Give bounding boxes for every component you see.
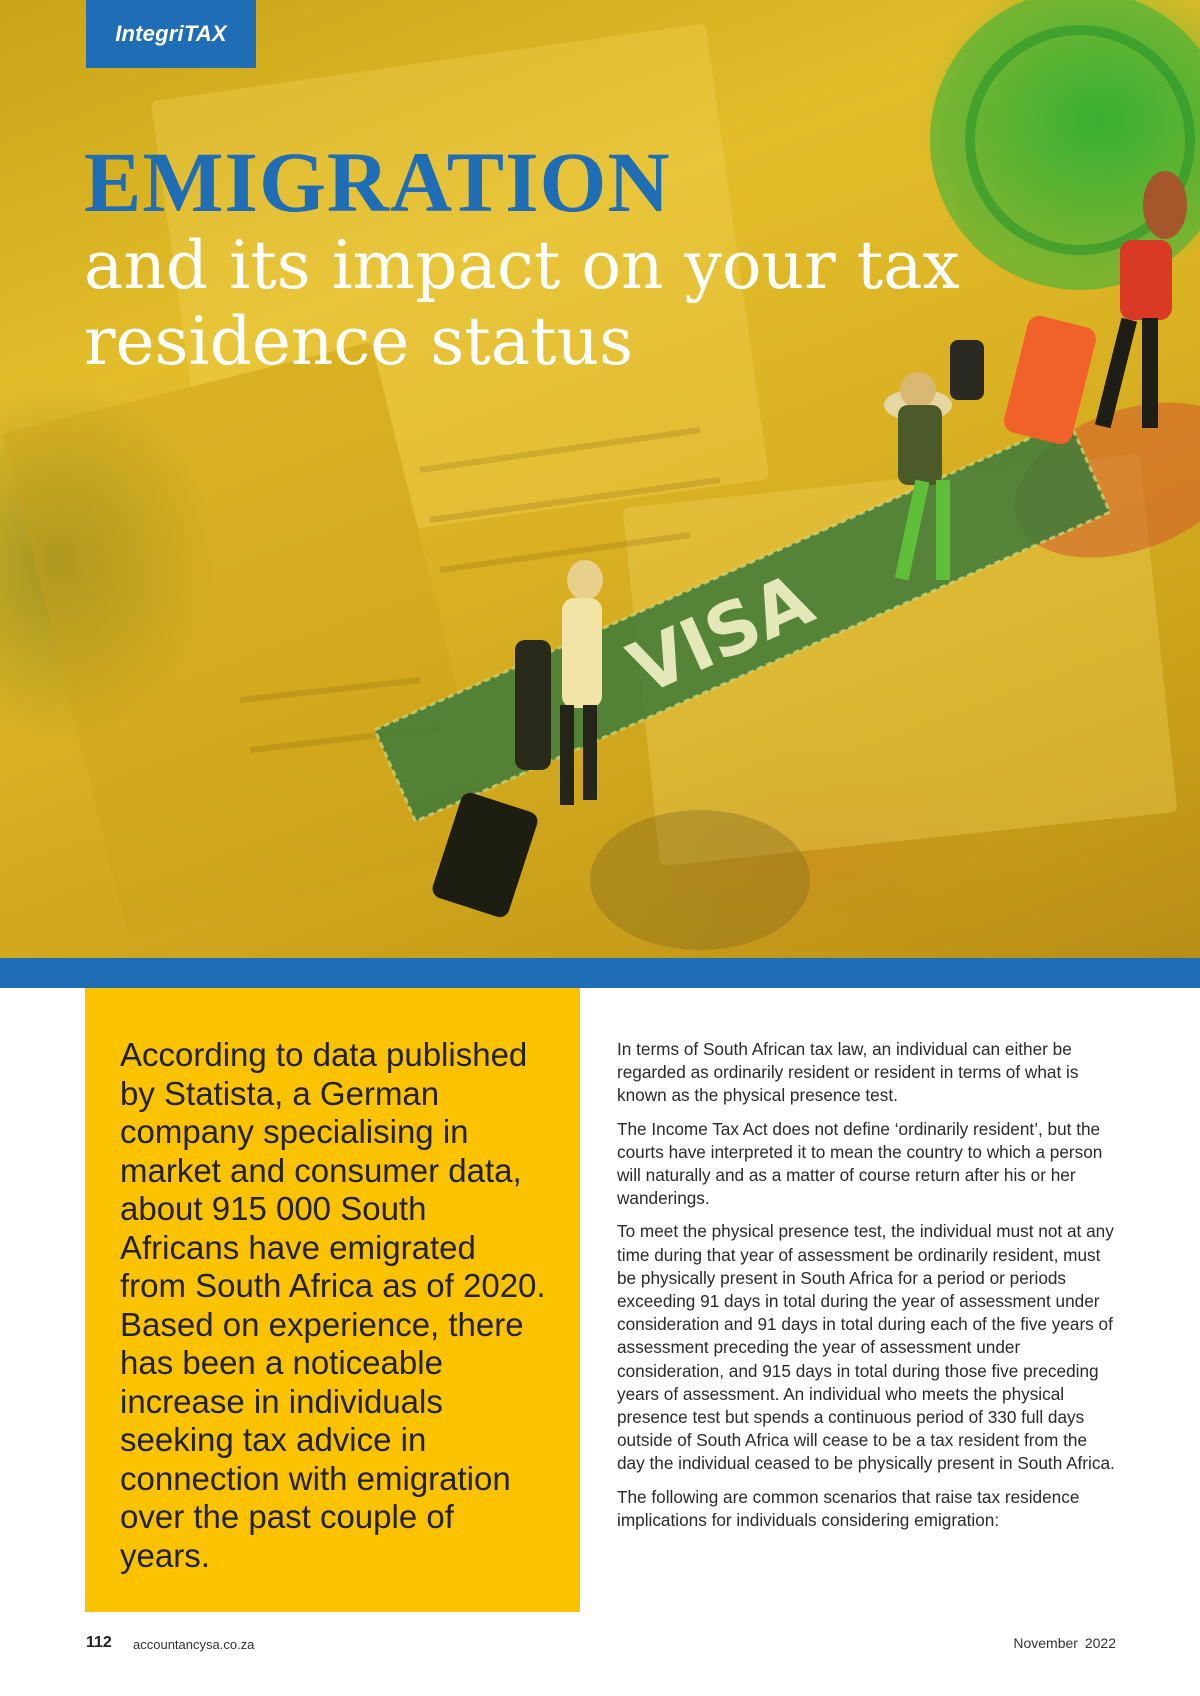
issue-date: November 2022	[1013, 1635, 1116, 1651]
article-paragraph: The following are common scenarios that raise tax residence implications for individuals considering emigration:	[617, 1486, 1080, 1530]
divider-band	[0, 958, 1200, 988]
page-number: 112	[86, 1634, 112, 1651]
pullquote-text: According to data published by Statista, a German company specialising in market and consumer data, about 915 000 South Africans have emigrated from South Africa as of 2020. Based on experience, there has been a noticeable increase in individuals seeking tax advice in connection with emigration over the past couple of years.	[120, 1036, 546, 1574]
article-body	[617, 1038, 1117, 1542]
headline-main: EMIGRATION	[84, 134, 671, 230]
visa-text: VISA	[616, 556, 825, 711]
article-paragraph: In terms of South African tax law, an individual can either be regarded as ordinarily resident or resident in terms of what is known as the physical presence test.	[617, 1039, 1079, 1106]
brand-tab	[86, 0, 256, 68]
pullquote-box	[85, 988, 580, 1612]
website-link[interactable]: accountancysa.co.za	[133, 1637, 255, 1652]
passport-photo	[590, 810, 810, 950]
headline-sub: and its impact on your tax residence status	[84, 227, 960, 380]
brand-logo-text: IntegriTAX	[115, 21, 227, 46]
article-paragraph: To meet the physical presence test, the individual must not at any time during that year of assessment be ordinarily resident, must be physically present in South Africa for a period or periods exceeding 91 days in total during the year of assessment under consideration and 91 days in total during each of the five years of assessment preceding the year of assessment under consideration, and 915 days in total during those five preceding years of assessment. An individual who meets the physical presence test but spends a continuous period of 330 full days outside of South Africa will cease to be a tax resident from the day the individual ceased to be physically present in South Africa.	[617, 1221, 1115, 1474]
article-paragraph: The Income Tax Act does not define ‘ordinarily resident’, but the courts have interpreted it to mean the country to which a person will naturally and as a matter of course return after his or her wanderings.	[617, 1118, 1103, 1209]
